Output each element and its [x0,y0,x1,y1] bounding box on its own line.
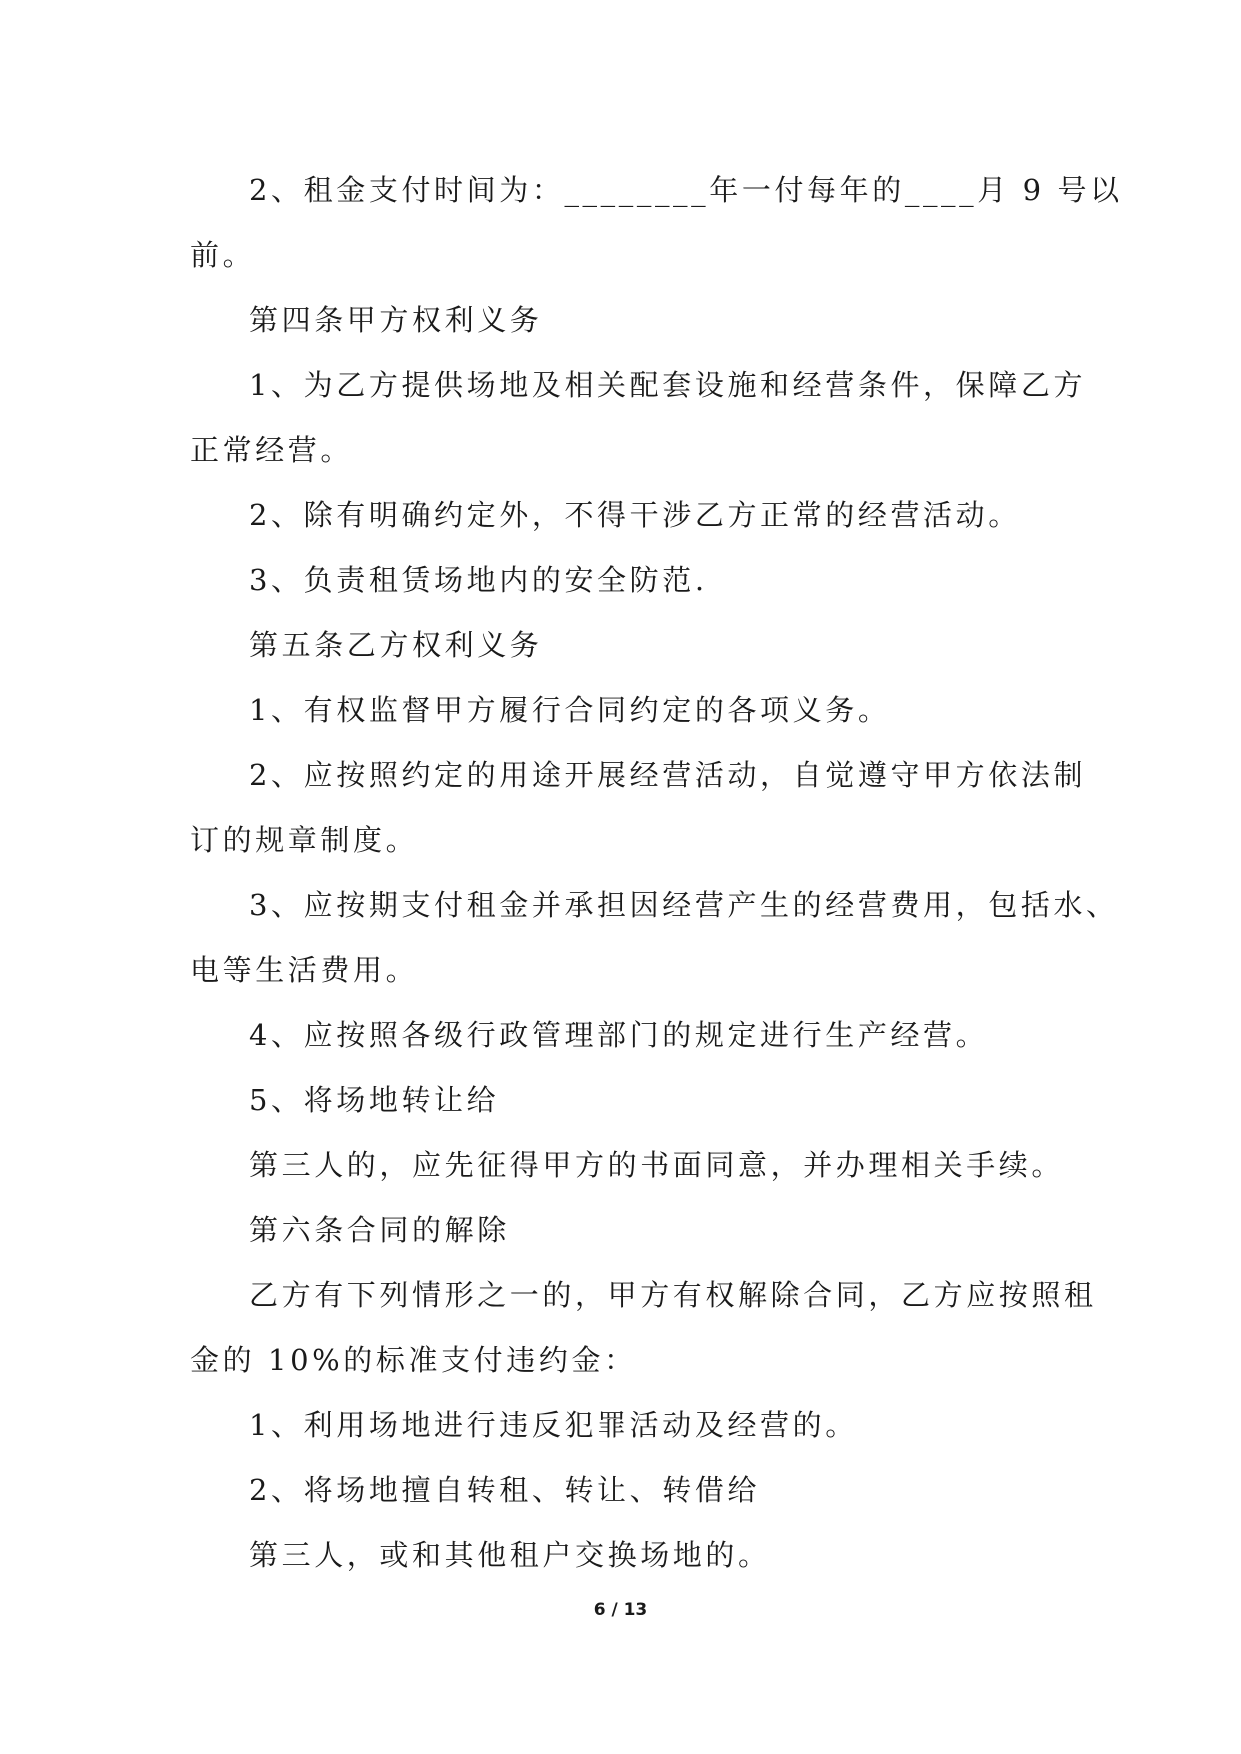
text-line: 2、应按照约定的用途开展经营活动，自觉遵守甲方依法制 [249,758,1087,792]
document-body [190,158,1123,1588]
text-line: 4、应按照各级行政管理部门的规定进行生产经营。 [249,1018,989,1052]
text-line: 2、租金支付时间为：________年一付每年的____月 9 号以 [249,173,1123,207]
text-line: 乙方有下列情形之一的，甲方有权解除合同，乙方应按照租 [249,1278,1097,1312]
text-line: 前。 [190,238,256,272]
text-line: 第三人，或和其他租户交换场地的。 [249,1538,771,1572]
text-line: 电等生活费用。 [190,953,419,987]
text-line: 第三人的，应先征得甲方的书面同意，并办理相关手续。 [249,1148,1065,1182]
text-line: 正常经营。 [190,433,354,467]
text-line: 5、将场地转让给 [249,1083,500,1117]
text-line: 1、利用场地进行违反犯罪活动及经营的。 [249,1408,858,1442]
text-line: 3、应按期支付租金并承担因经营产生的经营费用，包括水、 [249,888,1119,922]
section-heading: 第四条甲方权利义务 [249,303,543,337]
text-line: 金的 10%的标准支付违约金： [190,1343,637,1377]
section-heading: 第六条合同的解除 [249,1213,510,1247]
page-number: 6 / 13 [593,1600,648,1620]
text-line: 订的规章制度。 [190,823,419,857]
text-line: 2、除有明确约定外，不得干涉乙方正常的经营活动。 [249,498,1021,532]
section-heading: 第五条乙方权利义务 [249,628,543,662]
text-line: 1、为乙方提供场地及相关配套设施和经营条件，保障乙方 [249,368,1087,402]
text-line: 2、将场地擅自转租、转让、转借给 [249,1473,761,1507]
text-line: 3、负责租赁场地内的安全防范. [249,563,708,597]
text-line: 1、有权监督甲方履行合同约定的各项义务。 [249,693,891,727]
